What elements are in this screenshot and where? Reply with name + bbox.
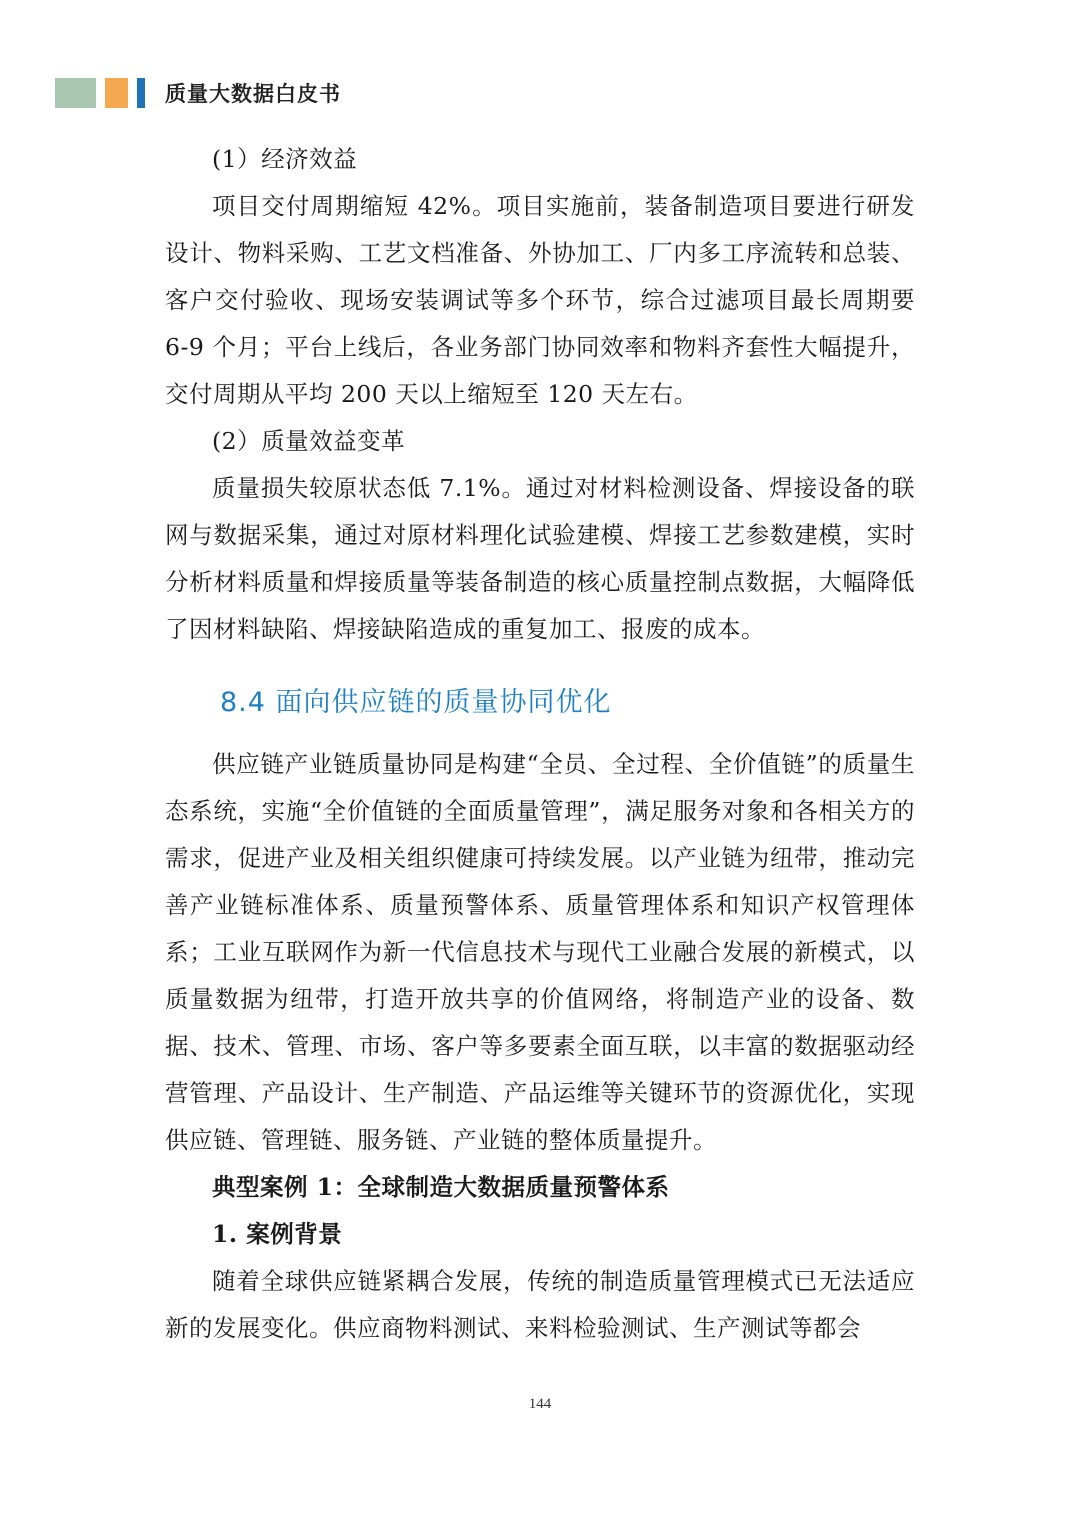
paragraph-case-background: 随着全球供应链紧耦合发展，传统的制造质量管理模式已无法适应新的发展变化。供应商物料测试、来料检验测试、生产测试等都会 [165, 1267, 915, 1342]
paragraph-quality-loss: 质量损失较原状态低 7.1%。通过对材料检测设备、焊接设备的联网与数据采集，通过对原材料理化试验建模、焊接工艺参数建模，实时分析材料质量和焊接质量等装备制造的核心质量控制点数据，大幅降低了因材料缺陷、焊接缺陷造成的重复加工、报废的成本。 [165, 474, 915, 643]
case-subheading: 1. 案例背景 [212, 1220, 343, 1248]
page-number: 144 [528, 1396, 552, 1412]
paragraph-delivery-cycle: 项目交付周期缩短 42%。项目实施前，装备制造项目要进行研发设计、物料采购、工艺文档准备、外协加工、厂内多工序流转和总装、客户交付验收、现场安装调试等多个环节，综合过滤项目最长周期要 6-9 个月；平台上线后，各业务部门协同效率和物料齐套性大幅提升，交付周期从平均 200 天以上缩短至 120 天左右。 [165, 192, 915, 408]
page-content [165, 136, 915, 1352]
case-title: 典型案例 1：全球制造大数据质量预警体系 [212, 1173, 670, 1201]
paragraph-supply-chain: 供应链产业链质量协同是构建“全员、全过程、全价值链”的质量生态系统，实施“全价值链的全面质量管理”，满足服务对象和各相关方的需求，促进产业及相关组织健康可持续发展。以产业链为纽带，推动完善产业链标准体系、质量预警体系、质量管理体系和知识产权管理体系；工业互联网作为新一代信息技术与现代工业融合发展的新模式，以质量数据为纽带，打造开放共享的价值网络，将制造产业的设备、数据、技术、管理、市场、客户等多要素全面互联，以丰富的数据驱动经营管理、产品设计、生产制造、产品运维等关键环节的资源优化，实现供应链、管理链、服务链、产业链的整体质量提升。 [165, 750, 915, 1154]
header-title: 质量大数据白皮书 [165, 82, 341, 106]
header-blue-bar [137, 78, 145, 108]
header-green-bar [55, 78, 96, 108]
page-header [55, 78, 341, 108]
header-orange-bar [105, 78, 128, 108]
section-heading: 8.4 面向供应链的质量协同优化 [220, 687, 612, 718]
subheading-quality-benefit: (2）质量效益变革 [212, 427, 406, 455]
subheading-economic-benefit: (1）经济效益 [212, 145, 358, 173]
